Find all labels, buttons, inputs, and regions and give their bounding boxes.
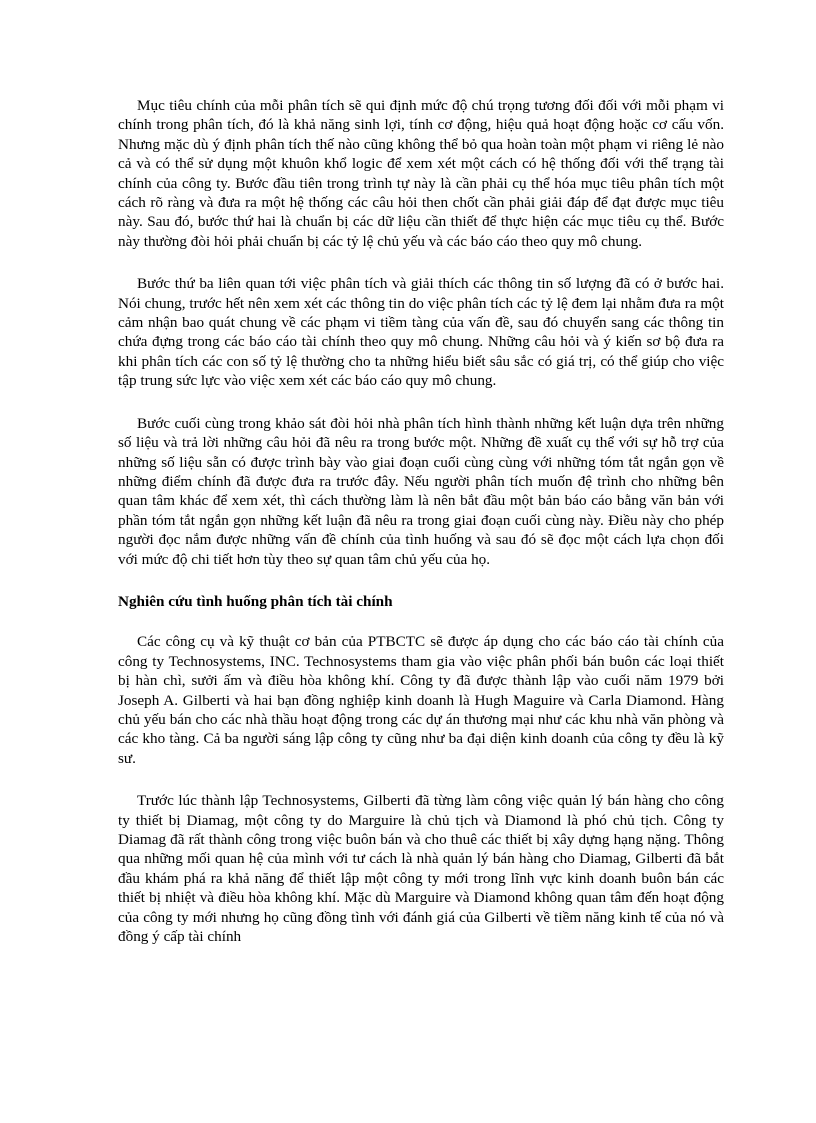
- body-paragraph-2: Bước thứ ba liên quan tới việc phân tích và giải thích các thông tin số lượng đã có ở bước hai. Nói chung, trước hết nên xem xét các thông tin do việc phân tích các tỷ lệ đem lại nhằm đưa ra một cảm nhận bao quát chung về các phạm vi tiềm tàng của vấn đề, sau đó chuyển sang các thông tin chứa đựng trong các báo cáo tài chính theo quy mô chung. Những câu hỏi và ý kiến sơ bộ đưa ra khi phân tích các con số tỷ lệ thường cho ta những hiểu biết sâu sắc có giá trị, có thể giúp cho việc tập trung sức lực vào việc xem xét các báo cáo quy mô chung.: [118, 275, 724, 390]
- document-page: [118, 96, 724, 969]
- body-paragraph-3: Bước cuối cùng trong khảo sát đòi hỏi nhà phân tích hình thành những kết luận dựa trên những số liệu và trả lời những câu hỏi đã nêu ra trong bước một. Những đề xuất cụ thể với sự hỗ trợ của những số liệu sẵn có được trình bày vào giai đoạn cuối cùng cùng với những tóm tắt ngắn gọn về những điểm chính đã được đưa ra trước đây. Nếu người phân tích muốn đệ trình cho những bên quan tâm khác để xem xét, thì cách thường làm là nên bắt đầu một bản báo cáo bằng văn bản với phần tóm tắt ngắn gọn những kết luận đã nêu ra trong giai đoạn cuối cùng này. Điều này cho phép người đọc nắm được những vấn đề chính của tình huống và sau đó sẽ đọc một cách lựa chọn đối với mức độ chi tiết hơn tùy theo sự quan tâm chủ yếu của họ.: [118, 414, 724, 568]
- body-paragraph-5: Trước lúc thành lập Technosystems, Gilberti đã từng làm công việc quản lý bán hàng cho công ty thiết bị Diamag, một công ty do Marguire là chủ tịch và Diamond là phó chủ tịch. Công ty Diamag đã rất thành công trong việc buôn bán và cho thuê các thiết bị xây dựng hạng nặng. Thông qua những mối quan hệ của mình với tư cách là nhà quản lý bán hàng cho Diamag, Gilberti đã bắt đầu khám phá ra khả năng để thiết lập một công ty mới trong lĩnh vực kinh doanh buôn bán các thiết bị nhiệt và điều hòa không khí. Mặc dù Marguire và Diamond không quan tâm đến hoạt động của công ty mới nhưng họ cũng đồng tình với đánh giá của Gilberti về tiềm năng kinh tế của nó và đồng ý cấp tài chính: [118, 792, 724, 946]
- body-paragraph-4: Các công cụ và kỹ thuật cơ bản của PTBCTC sẽ được áp dụng cho các báo cáo tài chính của công ty Technosystems, INC. Technosystems tham gia vào việc phân phối bán buôn các loại thiết bị hàn chì, sưởi ấm và điều hòa không khí. Công ty đã được thành lập vào cuối năm 1979 bởi Joseph A. Gilberti và hai bạn đồng nghiệp kinh doanh là Hugh Maguire và Carla Diamond. Hàng chủ yếu bán cho các nhà thầu hoạt động trong các dự án thương mại như các khu nhà văn phòng và các kho tàng. Cả ba người sáng lập công ty cũng như ba đại diện kinh doanh của công ty đều là kỹ sư.: [118, 633, 724, 767]
- body-paragraph-1: Mục tiêu chính của mỗi phân tích sẽ qui định mức độ chú trọng tương đối đối với mỗi phạm vi chính trong phân tích, đó là khả năng sinh lợi, tính cơ động, hiệu quả hoạt động hoặc cơ cấu vốn. Nhưng mặc dù ý định phân tích thế nào cũng không thể bỏ qua hoàn toàn một phạm vi riêng lẻ nào cả và có thể sử dụng một khuôn khổ logic để xem xét một cách có hệ thống đối với thể trạng tài chính của công ty. Bước đầu tiên trong trình tự này là cần phải cụ thể hóa mục tiêu phân tích một cách rõ ràng và đưa ra một hệ thống các câu hỏi then chốt cần phải giải đáp để đạt được mục tiêu này. Sau đó, bước thứ hai là chuẩn bị các dữ liệu cần thiết để thực hiện các mục tiêu cụ thể. Bước này thường đòi hỏi phải chuẩn bị các tỷ lệ chủ yếu và các báo cáo theo quy mô chung.: [118, 97, 724, 250]
- section-heading: Nghiên cứu tình huống phân tích tài chính: [118, 592, 393, 610]
